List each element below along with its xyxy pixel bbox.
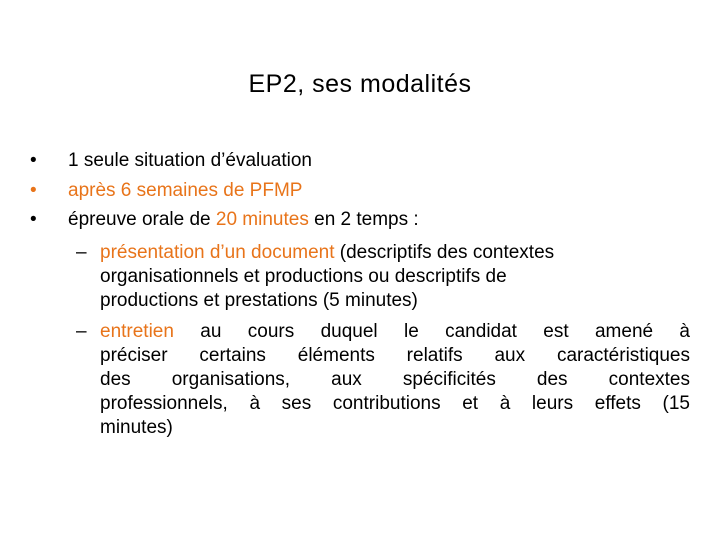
sub-bullet-line: organisationnels et productions ou descriptifs de <box>100 266 507 287</box>
bullet-item-3 <box>30 209 419 231</box>
bullet-item-1 <box>30 150 312 172</box>
bullet-marker: • <box>30 180 37 201</box>
sub-bullet-line: minutes) <box>100 417 173 438</box>
bullet-text-after: en 2 temps : <box>308 209 419 230</box>
sub-bullet-line: productions et prestations (5 minutes) <box>100 290 418 311</box>
bullet-text-highlight: 20 minutes <box>215 209 309 230</box>
sub-bullet-line: préciser certains éléments relatifs aux caractéristiques <box>100 345 690 366</box>
sub-bullet-line <box>100 241 690 265</box>
sub-bullet-line: professionnels, à ses contributions et à leurs effets (15 <box>100 393 690 414</box>
sub-bullet-item-1 <box>100 241 690 313</box>
slide-title: EP2, ses modalités <box>248 70 472 98</box>
bullet-text-before: épreuve orale de <box>68 209 216 230</box>
sub-bullet-marker-2: – <box>76 321 87 342</box>
sub-bullet-highlight: entretien <box>100 321 174 342</box>
bullet-marker: • <box>30 150 37 171</box>
sub-bullet-highlight: présentation d’un document <box>100 242 335 263</box>
sub-bullet-marker-1: – <box>76 242 87 263</box>
sub-bullet-item-2 <box>100 320 690 440</box>
bullet-text: 1 seule situation d’évaluation <box>68 150 313 171</box>
bullet-text: après 6 semaines de PFMP <box>68 180 303 201</box>
bullet-item-2 <box>30 180 302 202</box>
sub-bullet-line1-rest: au cours duquel le candidat est amené à <box>173 321 690 342</box>
sub-bullet-line1-rest: (descriptifs des contextes <box>334 242 555 263</box>
bullet-marker: • <box>30 209 37 230</box>
sub-bullet-line <box>100 320 690 344</box>
sub-bullet-line: des organisations, aux spécificités des contextes <box>100 369 690 390</box>
